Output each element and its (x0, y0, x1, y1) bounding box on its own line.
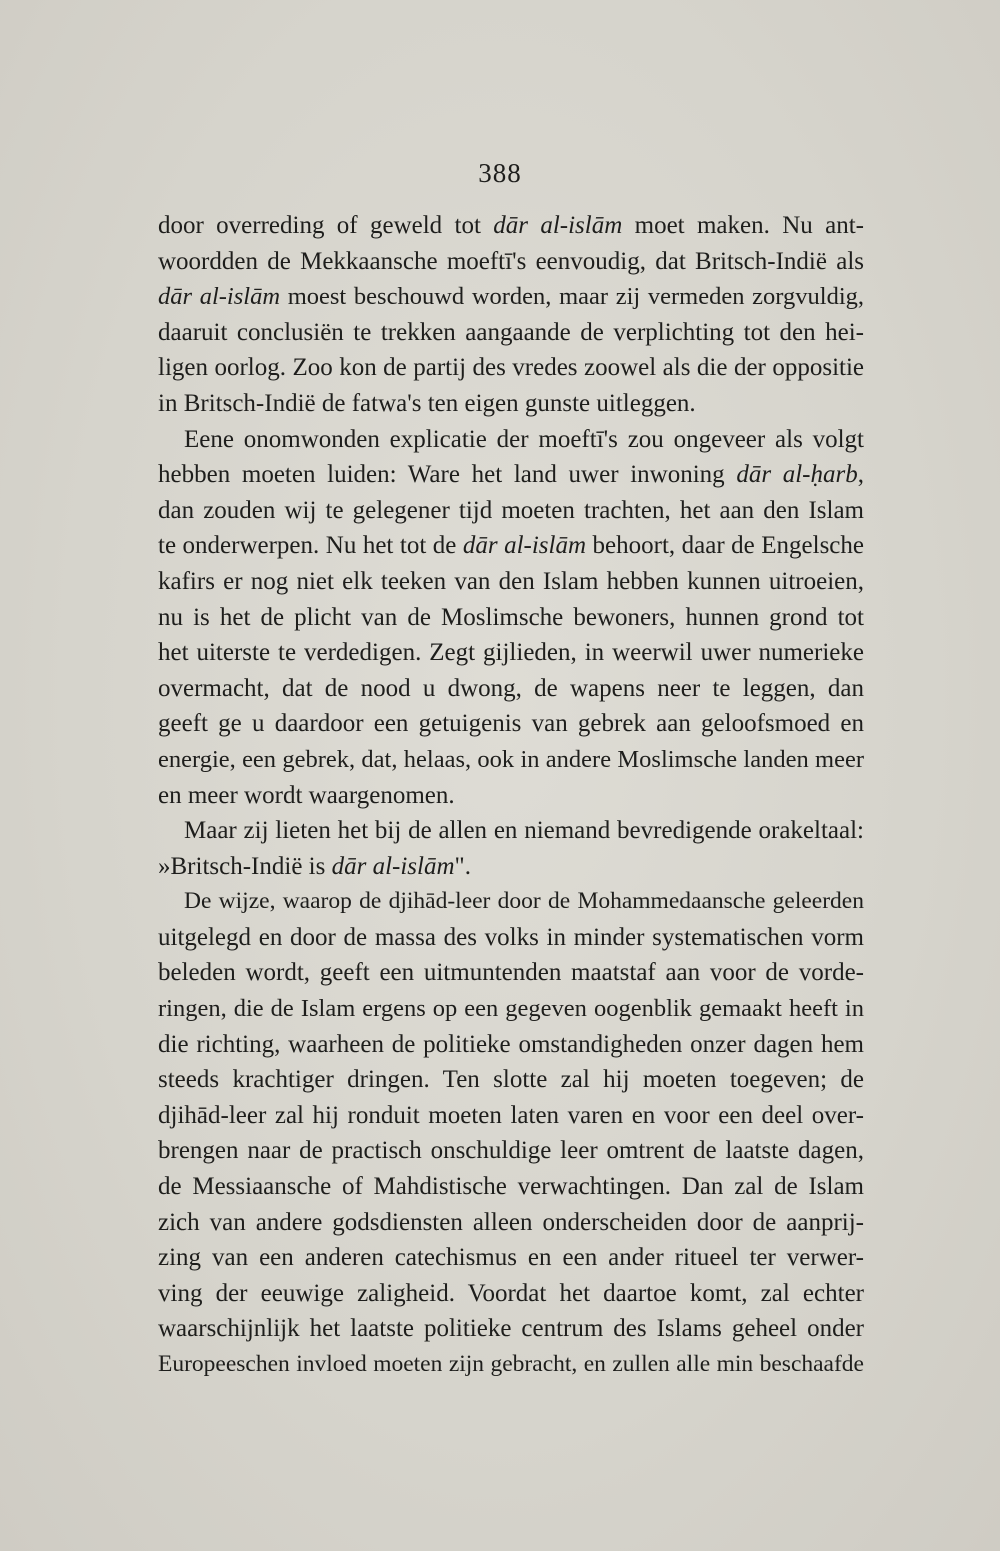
text-line (158, 991, 864, 1027)
text-segment: zich van andere godsdiensten alleen onderscheiden door de aanprij- (158, 1208, 864, 1236)
text-line (158, 315, 864, 351)
text-segment: djihād-leer zal hij ronduit moeten laten varen en voor een deel over- (158, 1101, 864, 1129)
italic-term: dār al-ḥarb (736, 461, 858, 489)
text-segment: dan zouden wij te gelegener tijd moeten trachten, het aan den Islam (158, 496, 864, 524)
text-segment: daaruit conclusiën te trekken aangaande de verplichting tot den hei- (158, 318, 864, 346)
text-segment: Maar zij lieten het bij de allen en niemand bevredigende orakeltaal: (184, 817, 864, 845)
text-segment: Eene onomwonden explicatie der moeftī's zou ongeveer als volgt (184, 425, 864, 453)
text-segment: hebben moeten luiden: Ware het land uwer inwoning (158, 461, 737, 489)
text-segment: moest beschouwd worden, maar zij vermeden zorgvuldig, (280, 283, 864, 311)
text-segment: behoort, daar de Engelsche (586, 532, 865, 560)
text-line (158, 778, 864, 814)
text-line (158, 208, 864, 244)
text-line (158, 493, 864, 529)
text-segment: te onderwerpen. Nu het tot de (158, 532, 463, 560)
text-segment: brengen naar de practisch onschuldige leer omtrent de laatste dagen, (158, 1137, 864, 1165)
text-segment: ligen oorlog. Zoo kon de partij des vredes zoowel als die der oppositie (158, 354, 864, 382)
text-segment: ". (454, 852, 471, 880)
text-line (158, 706, 864, 742)
text-line (158, 528, 864, 564)
text-line (158, 386, 864, 422)
text-line (158, 422, 864, 458)
text-segment: zing van een anderen catechismus en een ander ritueel ter verwer- (158, 1244, 864, 1272)
text-line (158, 1062, 864, 1098)
text-line (158, 600, 864, 636)
text-segment: en meer wordt waargenomen. (158, 781, 455, 809)
text-line (158, 849, 864, 885)
text-line (158, 1098, 864, 1134)
text-segment: geeft ge u daardoor een getuigenis van gebrek aan geloofsmoed en (158, 710, 864, 738)
italic-term: dār al-islām (493, 212, 623, 239)
text-segment: kafirs er nog niet elk teeken van den Islam hebben kunnen uitroeien, (158, 567, 864, 595)
text-segment: de Messiaansche of Mahdistische verwachtingen. Dan zal de Islam (158, 1173, 864, 1201)
text-segment: woordden de Mekkaansche moeftī's eenvoudig, dat Britsch-Indië als (158, 247, 864, 275)
text-segment: Europeeschen invloed moeten zijn gebracht, en zullen alle min beschaafde (158, 1351, 864, 1377)
text-line (158, 671, 864, 707)
text-segment: beleden wordt, geeft een uitmuntenden maatstaf aan voor de vorde- (158, 959, 864, 987)
text-segment: moet maken. Nu ant- (622, 212, 864, 239)
text-line (158, 244, 864, 280)
italic-term: dār al-islām (331, 852, 455, 880)
page-number: 388 (478, 158, 522, 188)
text-line (158, 884, 864, 920)
italic-term: dār al-islām (462, 532, 587, 560)
text-line (158, 635, 864, 671)
text-segment: in Britsch-Indië de fatwa's ten eigen gunste uitleggen. (158, 389, 696, 417)
text-segment: , (857, 461, 864, 489)
text-segment: waarschijnlijk het laatste politieke centrum des Islams geheel onder (158, 1315, 864, 1343)
text-line (158, 279, 864, 315)
text-segment: ringen, die de Islam ergens op een gegeven oogenblik gemaakt heeft in (158, 995, 864, 1023)
text-segment: door overreding of geweld tot (158, 212, 494, 239)
text-segment: uitgelegd en door de massa des volks in minder systematischen vorm (158, 923, 864, 951)
text-line (158, 1027, 864, 1063)
text-line (158, 1276, 864, 1312)
text-line (158, 1169, 864, 1205)
text-line (158, 457, 864, 493)
text-line (158, 1311, 864, 1347)
text-segment: nu is het de plicht van de Moslimsche bewoners, hunnen grond tot (158, 603, 864, 631)
text-line (158, 1347, 864, 1383)
text-line (158, 1133, 864, 1169)
text-segment: ving der eeuwige zaligheid. Voordat het daartoe komt, zal echter (158, 1279, 864, 1307)
text-line (158, 920, 864, 956)
italic-term: dār al-islām (158, 283, 281, 311)
text-segment: energie, een gebrek, dat, helaas, ook in andere Moslimsche landen meer (158, 745, 864, 773)
text-segment: die richting, waarheen de politieke omstandigheden onzer dagen hem (158, 1030, 864, 1058)
text-line (158, 1205, 864, 1241)
text-line (158, 955, 864, 991)
text-line (158, 1240, 864, 1276)
body-text (158, 208, 864, 1383)
text-segment: De wijze, waarop de djihād-leer door de Mohammedaansche geleerden (184, 888, 864, 915)
text-segment: »Britsch-Indië is (158, 852, 332, 880)
text-line (158, 813, 864, 849)
text-segment: overmacht, dat de nood u dwong, de wapens neer te leggen, dan (158, 674, 864, 702)
text-segment: het uiterste te verdedigen. Zegt gijlieden, in weerwil uwer numerieke (158, 639, 864, 667)
text-segment: steeds krachtiger dringen. Ten slotte zal hij moeten toegeven; de (158, 1066, 864, 1094)
text-line (158, 742, 864, 778)
text-line (158, 564, 864, 600)
text-line (158, 350, 864, 386)
